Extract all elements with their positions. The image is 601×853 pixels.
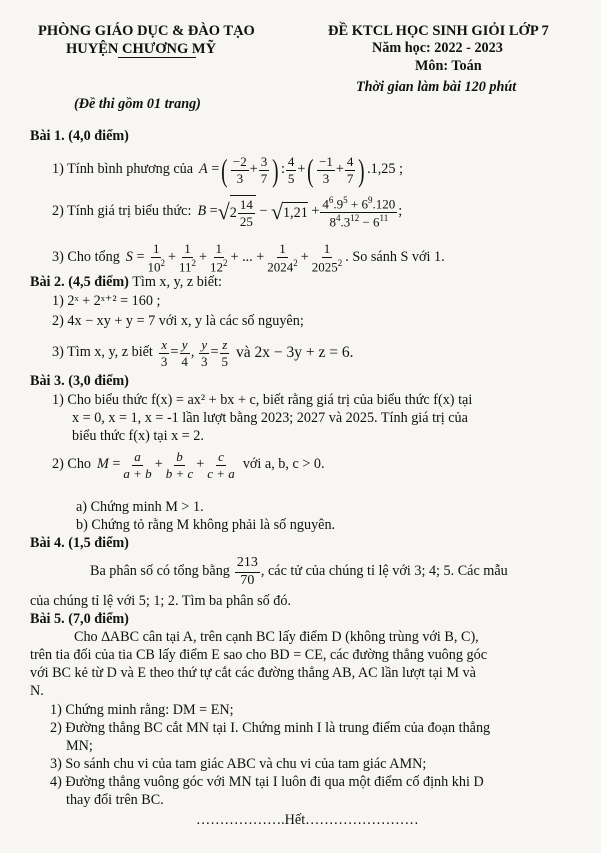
bai4-line1-pre: Ba phân số có tổng bằng [90,563,230,580]
bai4-line2: của chúng tỉ lệ với 5; 1; 2. Tìm ba phân số đó. [30,593,291,609]
bai1-q2 [52,192,402,232]
bai1-title: Bài 1. (4,0 điểm) [30,128,129,144]
subject: Môn: Toán [415,58,482,74]
bai5-para-line3: với BC kẻ từ D và E theo thứ tự cắt các đường thẳng AB, AC lần lượt tại M và [30,665,476,681]
bai1-q3-formula: S = $\frac{1}{10^2}$ + $\frac{1}{11^2}$ + $\frac{1}{12^2}$ + ... + $\frac{1}{2024^2}$ + $\frac{1}{2025^2}$ [125,241,343,275]
bai2-title-tail: Tìm x, y, z biết: [128,274,222,290]
bai3-q2-text: 2) Cho [52,456,92,473]
bai3-q2 [52,446,325,484]
bai3-q2-tail: với a, b, c > 0. [242,456,325,473]
bai4-line1-post: , các tử của chúng tỉ lệ với 3; 4; 5. Các mẫu [260,563,508,580]
bai5-q2-line2: MN; [66,738,93,754]
bai5-q4-line2: thay đổi trên BC. [66,792,164,808]
bai2-q2: 2) 4x − xy + y = 7 với x, y là các số nguyên; [52,313,304,329]
bai5-para-line1: Cho ∆ABC cân tại A, trên cạnh BC lấy điểm D (không trùng với B, C), [74,629,479,645]
bai4-line1 [90,552,508,592]
bai1-q3-tail: . So sánh S với 1. [345,249,445,266]
duration: Thời gian làm bài 120 phút [356,79,517,95]
bai4-fraction: $\frac{213}{70}$ [236,554,258,588]
exam-title: ĐỀ KTCL HỌC SINH GIỎI LỚP 7 [328,23,549,39]
bai1-q2-text: 2) Tính giá trị biểu thức: [52,203,192,220]
end-marker: ……………….Hết…………………… [196,812,419,828]
bai4-title: Bài 4. (1,5 điểm) [30,535,129,551]
bai1-q3-text: 3) Cho tổng [52,249,120,266]
bai2-title: Bài 2. (4,5 điểm) [30,274,129,290]
bai1-q3 [52,238,445,278]
bai5-q4-line1: 4) Đường thẳng vuông góc với MN tại I luôn đi qua một điểm cố định khi D [50,774,484,790]
bai2-q3-formula: $\frac{x}{3}$ = $\frac{y}{4}$ , $\frac{y}{3}$ = $\frac{z}{5}$ [160,336,228,369]
header-underline [118,57,196,58]
bai5-q1: 1) Chứng minh rằng: DM = EN; [50,702,234,718]
bai2-q3-text: 3) Tìm x, y, z biết [52,344,153,361]
bai3-qa: a) Chứng minh M > 1. [76,499,204,515]
pages-note: (Đề thi gồm 01 trang) [74,96,201,112]
bai5-para-line4: N. [30,683,44,699]
bai3-title: Bài 3. (3,0 điểm) [30,373,129,389]
bai2-q1: 1) 2ˣ + 2ˣ⁺² = 160 ; [52,293,161,309]
bai5-title: Bài 5. (7,0 điểm) [30,611,129,627]
bai1-q1 [52,150,403,190]
bai3-q1-line2: x = 0, x = 1, x = -1 lần lượt bằng 2023; 2027 và 2025. Tính giá trị của [72,410,468,426]
school-year: Năm học: 2022 - 2023 [372,40,503,56]
bai5-q2-line1: 2) Đường thẳng BC cắt MN tại I. Chứng minh I là trung điểm của đoạn thẳng [50,720,491,736]
bai3-qb: b) Chứng tỏ rằng M không phải là số nguyên. [76,517,336,533]
bai5-q3: 3) So sánh chu vi của tam giác ABC và chu vi của tam giác AMN; [50,756,427,772]
bai3-q2-formula: M = $\frac{a}{a + b}$ + $\frac{b}{b + c}$ + $\frac{c}{c + a}$ [97,448,235,481]
bai2-q3-tail: và 2x − 3y + z = 6. [236,344,354,362]
bai3-q1-line3: biểu thức f(x) tại x = 2. [72,428,204,444]
bai1-q1-tail: .1,25 ; [367,161,403,178]
bai5-para-line2: trên tia đối của tia CB lấy điểm E sao cho BD = CE, các đường thẳng vuông góc [30,647,487,663]
bai2-heading [30,274,222,292]
bai3-q1-line1: 1) Cho biểu thức f(x) = ax² + bx + c, biết rằng giá trị của biểu thức f(x) tại [52,392,473,408]
bai1-q2-formula: B = √ 2 $\frac{14}{25}$ − √ 1,21 + $\frac{4^6.9^5 + 6^9.120}{8^4.3^{12} - 6^{11}}$ ; [197,194,403,229]
department-line1: PHÒNG GIÁO DỤC & ĐÀO TẠO [38,23,255,39]
department-line2: HUYỆN CHƯƠNG MỸ [66,41,217,57]
bai1-q1-text: 1) Tính bình phương của [52,161,194,178]
bai2-q3 [52,334,353,372]
bai1-q1-formula: A = ( $\frac{-2}{3}$ + $\frac{3}{7}$ ) : $\frac{4}{5}$ + ( $\frac{-1}{3}$ + $\frac{4}{7}$ ) .1,25 ; [199,152,403,188]
